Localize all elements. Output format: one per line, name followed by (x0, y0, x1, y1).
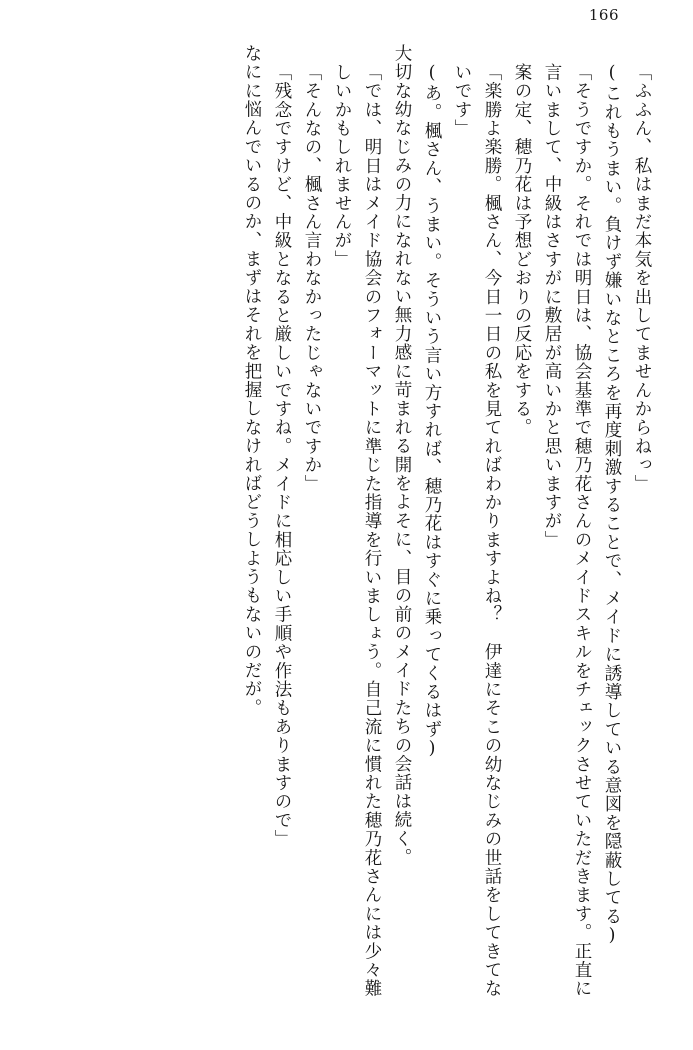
paragraph: (これもうまい。負けず嫌いなところを再度刺激することで、メイドに誘導している意図を隠蔽してる) (602, 63, 622, 947)
paragraph: 「では、明日はメイド協会のフォーマットに準じた指導を行いましょう。自己流に慣れた穂乃花さんには少々難しいかもしれませんが」 (332, 63, 382, 998)
paragraph: なにに悩んでいるのか、まずはそれを把握しなければどうしようもないのだが。 (242, 44, 262, 718)
paragraph: (あ。楓さん、うまい。そういう言い方すれば、穂乃花はすぐに乗ってくるはず) (422, 63, 442, 760)
body-text-block (36, 44, 657, 1006)
paragraph: 大切な幼なじみの力になれない無力感に苛まれる開をよそに、目の前のメイドたちの会話は続く。 (392, 44, 412, 867)
paragraph: 「楽勝よ楽勝。楓さん、今日一日の私を見てればわかりますよね？ 伊達にそこの幼なじみの世話をしてきてないです」 (452, 63, 502, 998)
paragraph: 「ふふん、私はまだ本気を出してませんからねっ」 (632, 63, 652, 494)
paragraph: 「残念ですけど、中級となると厳しいですね。メイドに相応しい手順や作法もありますので」 (272, 63, 292, 849)
page-number: 166 (588, 6, 619, 24)
paragraph: 「そんなの、楓さん言わなかったじゃないですか」 (302, 63, 322, 494)
paragraph: 案の定、穂乃花は予想どおりの反応をする。 (512, 63, 532, 437)
paragraph: 「そうですか。それでは明日は、協会基準で穂乃花さんのメイドスキルをチェックさせていただきます。正直に言いまして、中級はさすがに敷居が高いかと思いますが」 (542, 63, 592, 998)
